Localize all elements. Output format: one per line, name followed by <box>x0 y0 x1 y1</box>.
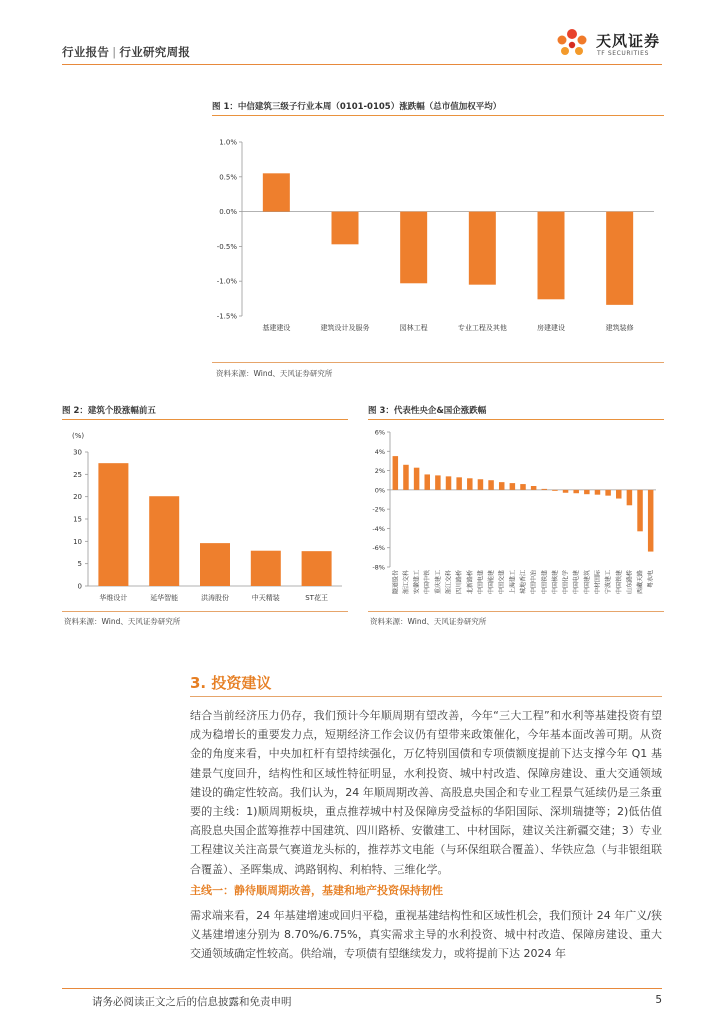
x-tick-label: 中国核建 <box>551 570 559 595</box>
x-tick-label: 房建建设 <box>537 324 565 332</box>
y-tick-label: 25 <box>73 470 82 479</box>
x-tick-label: 城地香江 <box>520 570 527 595</box>
x-tick-label: 园林工程 <box>399 324 428 332</box>
x-tick-label: 中国铁建 <box>541 570 549 595</box>
bar <box>456 477 462 490</box>
figure2-title: 图 2：建筑个股涨幅前五 <box>62 406 156 416</box>
bar <box>332 212 359 245</box>
footer-divider <box>62 988 662 989</box>
figure2-source: 资料来源：Wind、天风证券研究所 <box>64 617 181 626</box>
bar <box>251 551 281 586</box>
bar <box>478 479 484 490</box>
report-header <box>62 44 190 60</box>
y-tick-label: 0% <box>374 486 385 495</box>
bar <box>469 212 496 285</box>
bar <box>531 486 537 490</box>
x-tick-label: 上海建工 <box>509 570 517 595</box>
section-title: 3. 投资建议 <box>190 674 272 692</box>
x-tick-label: 洪涛股份 <box>201 594 229 602</box>
x-tick-label: 中国电建 <box>573 570 581 595</box>
x-tick-label: 中国交建 <box>498 570 506 595</box>
bar <box>393 456 399 490</box>
figure3-bottom-rule <box>368 611 664 612</box>
x-tick-label: 重庆建工 <box>434 570 442 595</box>
y-tick-label: -2% <box>372 505 385 514</box>
bar <box>435 475 441 489</box>
bar <box>467 478 473 490</box>
bar <box>200 543 230 586</box>
y-tick-label: 2% <box>374 467 385 476</box>
y-axis-unit-label: (%) <box>72 432 85 440</box>
figure3-source: 资料来源：Wind、天风证券研究所 <box>370 617 487 626</box>
y-tick-label: 5 <box>77 560 82 569</box>
figure3-top-rule <box>368 419 664 420</box>
y-tick-label: 6% <box>374 428 385 437</box>
investment-advice-paragraph: 结合当前经济压力仍存，我们预计今年顺周期有望改善，今年“三大工程”和水利等基建投资有望成为稳增长的重要发力点，短期经济工作会议仍有望带来政策催化，今年基本面改善可期。从资金的角度来看，中央加杠杆有望持续强化，万亿特别国债和专项债额度提前下达支撑今年 Q1 基建景气度回升，结构性和区域性特征明显，水利投资、城中村改造、保障房建设、重大交通领域建设的确定性较高。我们认为，24 年顺周期改善、高股息央国企和专业工程景气延续仍是三条重要的主线：1)顺周期板块，重点推荐城中村及保障房受益标的华阳国际、深圳瑞捷等；2)低估值高股息央国企蓝筹推荐中国建筑、四川路桥、安徽建工、中材国际，建议关注新疆交建；3）专业工程建议关注高景气赛道龙头标的，推荐苏文电能（与环保组联合覆盖）、华铁应急（与非银组联合覆盖）、圣晖集成、鸿路钢构、利柏特、三维化学。 <box>190 709 662 876</box>
report-type: 行业报告 <box>62 45 110 59</box>
logo-flower-icon <box>552 26 592 62</box>
y-tick-label: 0.0% <box>219 208 237 217</box>
bar <box>648 490 654 552</box>
figure2-bottom-rule <box>62 611 348 612</box>
figure1-bottom-rule <box>212 362 664 363</box>
logo-english: TF SECURITIES <box>597 50 649 57</box>
x-tick-label: ST花王 <box>305 594 328 602</box>
figure1-chart <box>212 120 664 354</box>
bar <box>627 490 633 505</box>
y-tick-label: -8% <box>372 563 385 572</box>
x-tick-label: 中国中铁 <box>424 570 432 595</box>
bar <box>538 212 565 300</box>
company-logo <box>552 26 664 62</box>
report-subtype: 行业研究周报 <box>119 45 191 59</box>
x-tick-label: 建筑装修 <box>605 324 634 332</box>
x-tick-label: 中国建筑 <box>583 570 591 595</box>
x-tick-label: 粤水电 <box>647 570 655 589</box>
bar <box>637 490 643 531</box>
y-tick-label: -4% <box>372 524 385 533</box>
mainline-one-heading: 主线一：静待顺周期改善，基建和地产投资保持韧性 <box>190 884 443 897</box>
bar <box>488 480 494 490</box>
bar <box>605 490 611 496</box>
bar <box>552 490 558 491</box>
bar <box>149 496 179 586</box>
bar <box>400 212 427 284</box>
x-tick-label: 浙江交科 <box>445 570 453 595</box>
x-tick-label: 中国能建 <box>488 570 496 595</box>
x-tick-label: 中国电建 <box>477 570 485 595</box>
y-tick-label: -1.5% <box>216 312 237 321</box>
header-divider <box>62 64 662 65</box>
bar <box>563 490 569 493</box>
bar <box>510 483 516 490</box>
x-tick-label: 中国铁建 <box>615 570 623 595</box>
bar <box>263 173 290 211</box>
figure3-chart <box>368 424 664 611</box>
figure3-title: 图 3：代表性央企&国企涨跌幅 <box>368 406 487 416</box>
bar <box>520 484 526 490</box>
y-tick-label: 30 <box>73 448 82 457</box>
bar <box>414 468 420 490</box>
bar <box>98 463 128 586</box>
bar <box>424 474 430 489</box>
y-tick-label: -0.5% <box>216 242 237 251</box>
section-divider <box>190 696 662 697</box>
bar <box>446 476 452 490</box>
y-tick-label: 0.5% <box>219 173 237 182</box>
header-separator: | <box>112 45 117 59</box>
x-tick-label: 隧道股份 <box>392 570 400 595</box>
x-tick-label: 宁波建工 <box>605 570 613 595</box>
y-tick-label: 10 <box>73 537 82 546</box>
y-tick-label: -6% <box>372 544 385 553</box>
page-number: 5 <box>655 994 662 1006</box>
x-tick-label: 延华智能 <box>150 594 179 602</box>
bar <box>403 465 409 490</box>
x-tick-label: 西藏天路 <box>637 570 645 595</box>
x-tick-label: 北新路桥 <box>466 570 474 595</box>
figure2-chart <box>62 424 348 610</box>
y-tick-label: 15 <box>73 515 82 524</box>
figure2-top-rule <box>62 419 348 420</box>
y-tick-label: 20 <box>73 493 82 502</box>
footer-disclaimer: 请务必阅读正文之后的信息披露和免责申明 <box>92 996 292 1008</box>
bar <box>595 490 601 495</box>
y-tick-label: -1.0% <box>216 277 237 286</box>
x-tick-label: 中国化学 <box>562 570 570 595</box>
bar <box>584 490 590 494</box>
figure1-source: 资料来源：Wind、天风证券研究所 <box>216 369 333 378</box>
x-tick-label: 专业工程及其他 <box>457 324 507 332</box>
x-tick-label: 中国中冶 <box>530 570 538 595</box>
bar <box>302 551 332 586</box>
x-tick-label: 华维设计 <box>99 594 128 602</box>
x-tick-label: 四川路桥 <box>456 570 464 595</box>
bar <box>542 489 548 490</box>
x-tick-label: 建筑设计及服务 <box>320 324 370 332</box>
demand-side-paragraph: 需求端来看，24 年基建增速或回归平稳，重视基建结构性和区域性机会，我们预计 24 年广义/狭义基建增速分别为 8.70%/6.75%，真实需求主导的水利投资、城中村改造、保障房建设、重大交通领域确定性较高。供给端，专项债有望继续发力，或将提前下达 2024 年 <box>190 909 662 961</box>
bar <box>499 482 505 490</box>
bar <box>606 212 633 305</box>
x-tick-label: 山东路桥 <box>626 570 634 595</box>
x-tick-label: 基建建设 <box>262 324 291 332</box>
logo-name: 天风证券 <box>596 32 661 50</box>
x-tick-label: 安徽建工 <box>413 570 421 595</box>
y-tick-label: 1.0% <box>219 138 237 147</box>
x-tick-label: 中材国际 <box>594 570 602 595</box>
x-tick-label: 中天精装 <box>251 594 280 602</box>
bar <box>573 490 579 493</box>
bar <box>616 490 622 499</box>
y-tick-label: 0 <box>77 582 82 591</box>
figure1-top-rule <box>212 115 664 116</box>
x-tick-label: 浙江交科 <box>402 570 410 595</box>
figure1-title: 图 1：中信建筑三级子行业本周（0101-0105）涨跌幅（总市值加权平均） <box>212 102 502 112</box>
y-tick-label: 4% <box>374 447 385 456</box>
